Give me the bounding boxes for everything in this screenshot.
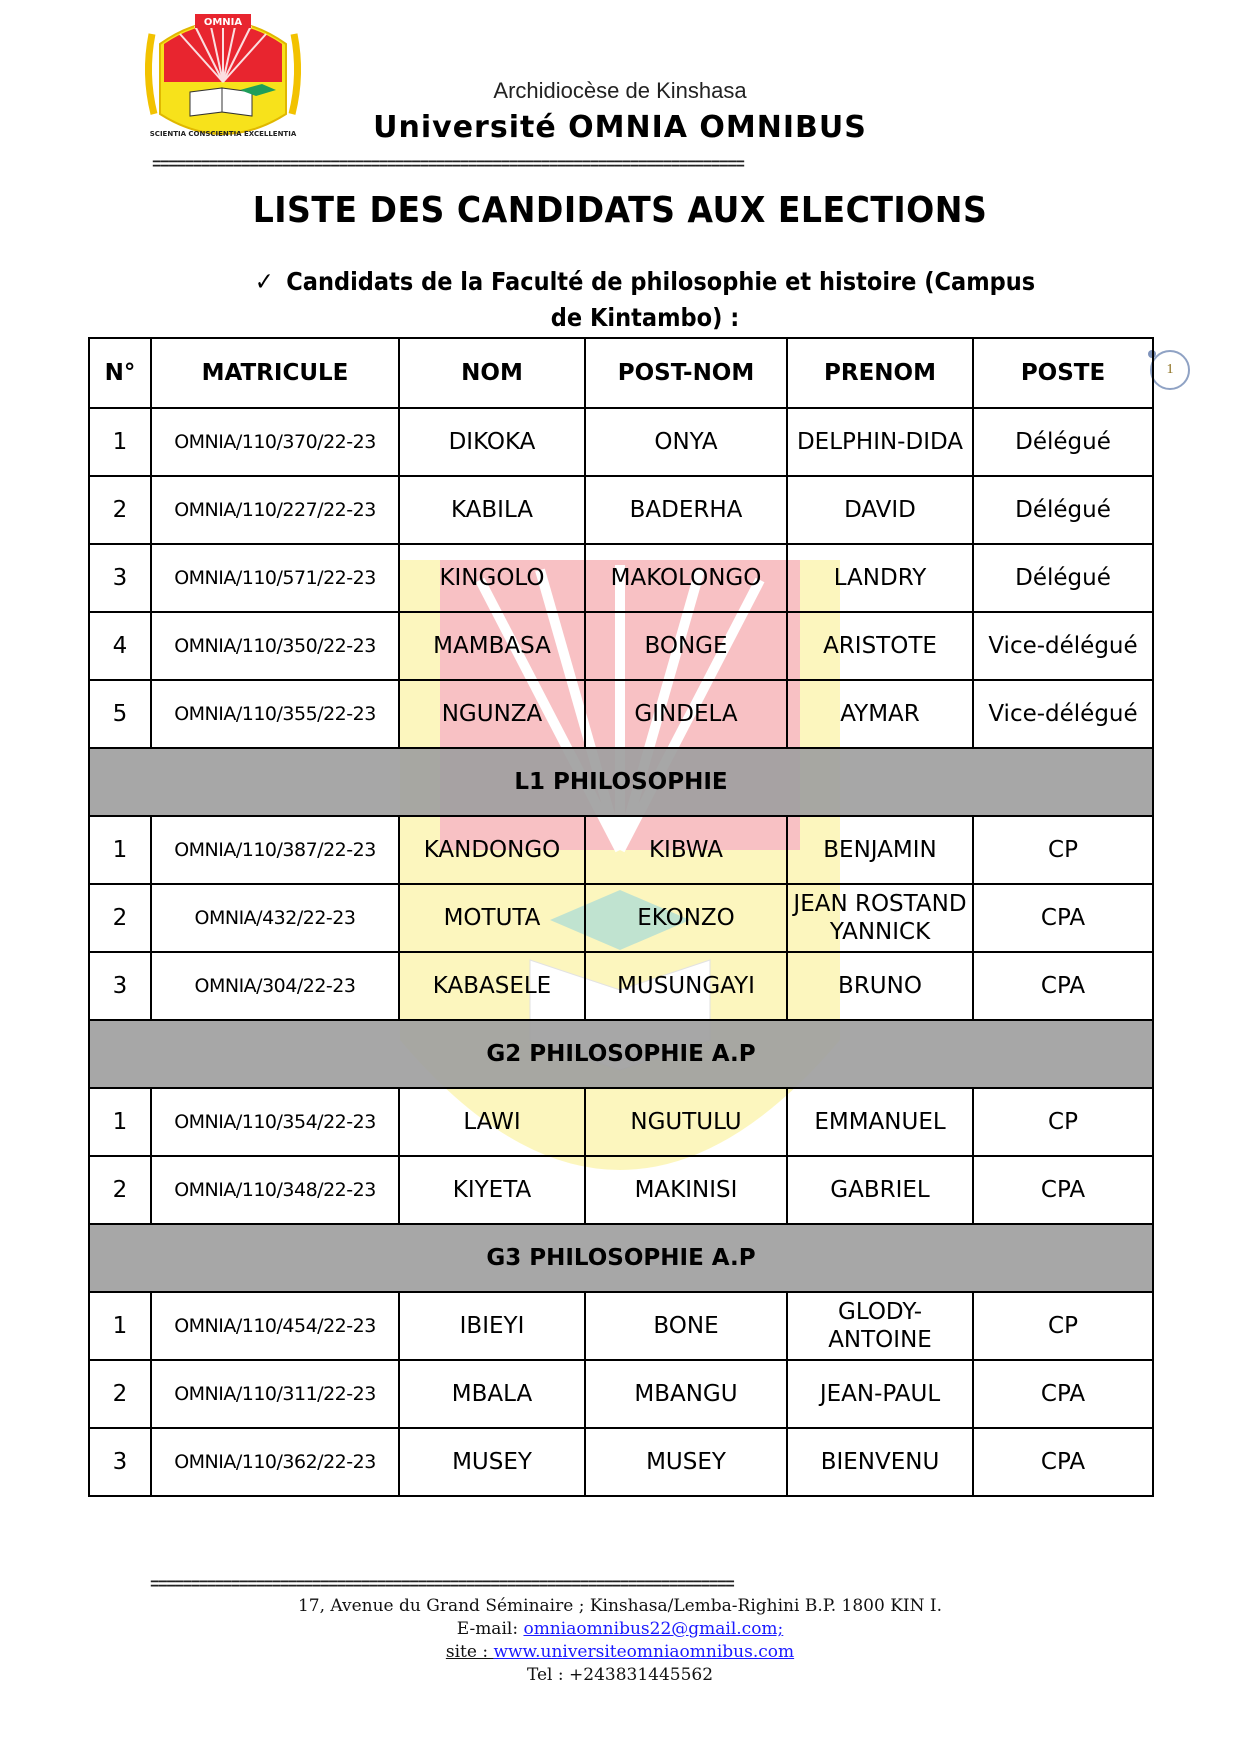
document-title: LISTE DES CANDIDATS AUX ELECTIONS [252,190,988,231]
crest-banner-text: OMNIA [203,17,243,28]
cell-nom: KIYETA [399,1156,585,1224]
cell-nom: NGUNZA [399,680,585,748]
archdiocese-label: Archidiocèse de Kinshasa [493,78,747,103]
faculty-subtitle-text: Candidats de la Faculté de philosophie et histoire (Campus de Kintambo) : [286,267,1036,332]
column-header-poste: POSTE [973,338,1153,408]
cell-post-nom: MBANGU [585,1360,787,1428]
cell-nom: MOTUTA [399,884,585,952]
cell-post-nom: MAKINISI [585,1156,787,1224]
cell-nom: KINGOLO [399,544,585,612]
table-header-row [89,338,1153,408]
cell-matricule: OMNIA/110/370/22-23 [151,408,399,476]
cell-poste: Vice-délégué [973,612,1153,680]
cell-number: 5 [89,680,151,748]
comment-badge[interactable]: 1 [1150,350,1190,390]
cell-matricule: OMNIA/110/355/22-23 [151,680,399,748]
cell-poste: Délégué [973,476,1153,544]
cell-nom: KABILA [399,476,585,544]
cell-poste: CPA [973,1360,1153,1428]
table-row [89,1156,1153,1224]
footer-phone: Tel : +243831445562 [526,1665,714,1685]
cell-matricule: OMNIA/304/22-23 [151,952,399,1020]
cell-number: 1 [89,1088,151,1156]
table-row [89,612,1153,680]
email-link[interactable]: omniaomnibus22@gmail.com; [523,1619,784,1639]
section-title: G3 PHILOSOPHIE A.P [89,1224,1153,1292]
cell-matricule: OMNIA/110/348/22-23 [151,1156,399,1224]
cell-post-nom: BADERHA [585,476,787,544]
cell-number: 3 [89,544,151,612]
cell-nom: MBALA [399,1360,585,1428]
cell-nom: KABASELE [399,952,585,1020]
column-header-post-nom: POST-NOM [585,338,787,408]
cell-poste: CP [973,1088,1153,1156]
cell-post-nom: NGUTULU [585,1088,787,1156]
cell-matricule: OMNIA/110/227/22-23 [151,476,399,544]
cell-number: 1 [89,1292,151,1360]
cell-matricule: OMNIA/110/350/22-23 [151,612,399,680]
section-header-row [89,1020,1153,1088]
email-label: E-mail: [456,1619,524,1639]
cell-prenom: BENJAMIN [787,816,973,884]
cell-number: 2 [89,884,151,952]
cell-matricule: OMNIA/110/387/22-23 [151,816,399,884]
cell-post-nom: MUSEY [585,1428,787,1496]
cell-number: 2 [89,476,151,544]
site-link[interactable]: www.universiteomniaomnibus.com [493,1642,795,1662]
table-row [89,476,1153,544]
section-header-row [89,748,1153,816]
table-row [89,1088,1153,1156]
cell-number: 2 [89,1156,151,1224]
candidates-table [88,337,1154,1497]
section-title: G2 PHILOSOPHIE A.P [89,1020,1153,1088]
cell-prenom: AYMAR [787,680,973,748]
cell-number: 3 [89,1428,151,1496]
faculty-subtitle [240,264,1050,336]
header-separator: ========================================================================= [152,156,744,174]
cell-nom: IBIEYI [399,1292,585,1360]
cell-matricule: OMNIA/110/354/22-23 [151,1088,399,1156]
cell-prenom: LANDRY [787,544,973,612]
cell-number: 2 [89,1360,151,1428]
cell-poste: CPA [973,1428,1153,1496]
column-header-prenom: PRENOM [787,338,973,408]
cell-prenom: BIENVENU [787,1428,973,1496]
cell-poste: CP [973,816,1153,884]
table-row [89,1292,1153,1360]
table-row [89,680,1153,748]
cell-nom: LAWI [399,1088,585,1156]
table-row [89,952,1153,1020]
cell-matricule: OMNIA/110/362/22-23 [151,1428,399,1496]
cell-nom: MUSEY [399,1428,585,1496]
section-title: L1 PHILOSOPHIE [89,748,1153,816]
cell-prenom: JEAN-PAUL [787,1360,973,1428]
cell-poste: Vice-délégué [973,680,1153,748]
cell-prenom: GLODY-ANTOINE [787,1292,973,1360]
cell-prenom: GABRIEL [787,1156,973,1224]
cell-number: 1 [89,816,151,884]
cell-prenom: DAVID [787,476,973,544]
cell-nom: DIKOKA [399,408,585,476]
cell-nom: KANDONGO [399,816,585,884]
cell-nom: MAMBASA [399,612,585,680]
cell-poste: Délégué [973,544,1153,612]
table-body [89,408,1153,1496]
footer-site-line [0,1642,1240,1662]
university-name: Université OMNIA OMNIBUS [373,110,867,145]
site-label: site : [445,1642,494,1662]
cell-prenom: EMMANUEL [787,1088,973,1156]
table-row [89,1428,1153,1496]
cell-poste: Délégué [973,408,1153,476]
cell-matricule: OMNIA/432/22-23 [151,884,399,952]
table-row [89,884,1153,952]
cell-number: 4 [89,612,151,680]
cell-poste: CP [973,1292,1153,1360]
cell-prenom: BRUNO [787,952,973,1020]
column-header-matricule: MATRICULE [151,338,399,408]
table-row [89,1360,1153,1428]
column-header-number: N° [89,338,151,408]
cell-prenom: DELPHIN-DIDA [787,408,973,476]
column-header-nom: NOM [399,338,585,408]
footer-separator: ======================================================================== [150,1576,734,1594]
crest-motto: SCIENTIA CONSCIENTIA EXCELLENTIA [149,130,297,138]
cell-post-nom: KIBWA [585,816,787,884]
cell-matricule: OMNIA/110/454/22-23 [151,1292,399,1360]
cell-number: 3 [89,952,151,1020]
table-row [89,544,1153,612]
cell-prenom: ARISTOTE [787,612,973,680]
cell-poste: CPA [973,884,1153,952]
footer-email-line [0,1619,1240,1639]
table-row [89,408,1153,476]
cell-post-nom: MAKOLONGO [585,544,787,612]
cell-matricule: OMNIA/110/311/22-23 [151,1360,399,1428]
table-row [89,816,1153,884]
cell-matricule: OMNIA/110/571/22-23 [151,544,399,612]
checkmark-icon: ✓ [254,267,274,296]
cell-number: 1 [89,408,151,476]
cell-post-nom: ONYA [585,408,787,476]
cell-poste: CPA [973,952,1153,1020]
cell-poste: CPA [973,1156,1153,1224]
cell-post-nom: MUSUNGAYI [585,952,787,1020]
section-header-row [89,1224,1153,1292]
footer-address: 17, Avenue du Grand Séminaire ; Kinshasa/Lemba-Righini B.P. 1800 KIN I. [297,1596,943,1616]
cell-post-nom: EKONZO [585,884,787,952]
cell-post-nom: BONE [585,1292,787,1360]
cell-post-nom: GINDELA [585,680,787,748]
cell-prenom: JEAN ROSTAND YANNICK [787,884,973,952]
cell-post-nom: BONGE [585,612,787,680]
